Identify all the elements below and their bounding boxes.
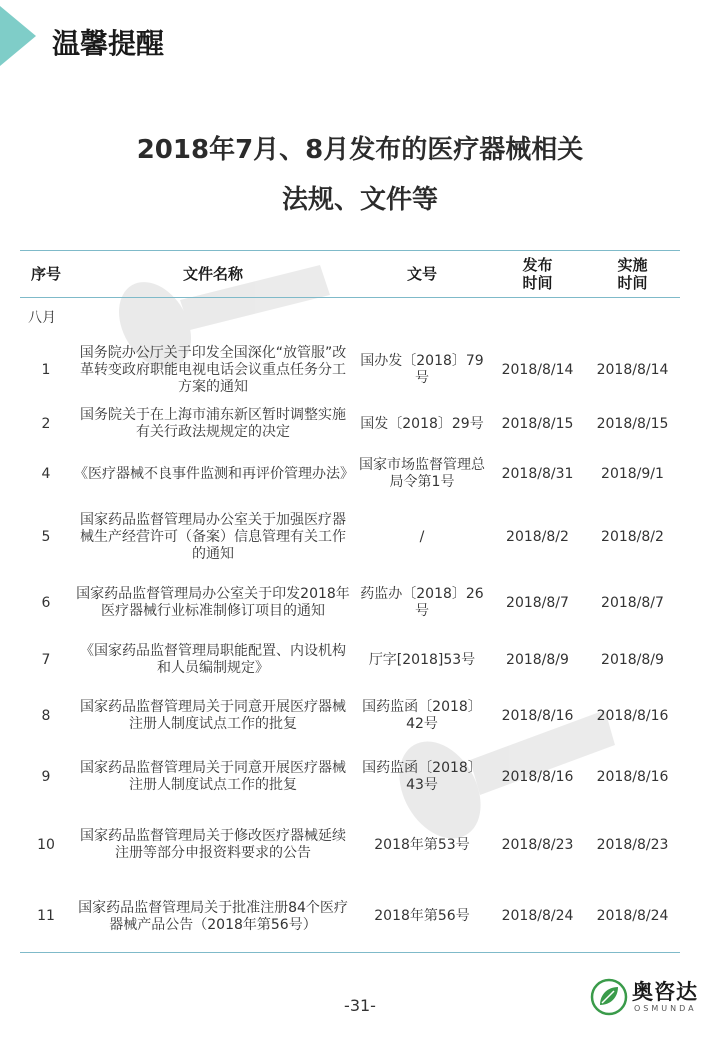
- regulations-table: [20, 250, 680, 953]
- row-number: 11: [37, 908, 55, 925]
- col-header-number: 序号: [30, 265, 61, 283]
- row-published-date: 2018/8/9: [506, 651, 569, 668]
- table-row: [20, 572, 680, 634]
- table-row: [20, 402, 680, 446]
- row-file-name: 国务院关于在上海市浦东新区暂时调整实施有关行政法规规定的决定: [80, 407, 346, 440]
- row-file-name: 国家药品监督管理局关于同意开展医疗器械注册人制度试点工作的批复: [80, 699, 346, 732]
- table-row: [20, 686, 680, 746]
- col-header-file-name: 文件名称: [182, 265, 243, 283]
- row-number: 10: [37, 836, 55, 853]
- table-row: [20, 502, 680, 572]
- row-effective-date: 2018/8/7: [601, 594, 664, 611]
- page-header-title: 温馨提醒: [52, 27, 165, 60]
- logo-name-en: OSMUNDA: [634, 1004, 697, 1013]
- row-reference: 2018年第53号: [374, 836, 470, 853]
- row-file-name: 国家药品监督管理局办公室关于加强医疗器械生产经营许可（备案）信息管理有关工作的通知: [80, 511, 346, 562]
- row-effective-date: 2018/8/16: [596, 707, 669, 724]
- row-number: 9: [41, 768, 51, 785]
- table-row: [20, 882, 680, 952]
- section-row: [20, 298, 680, 339]
- row-published-date: 2018/8/15: [501, 415, 574, 432]
- col-header-published: 发布 时间: [522, 256, 553, 292]
- row-reference: 国家市场监督管理总局令第1号: [359, 457, 485, 490]
- row-effective-date: 2018/8/2: [601, 528, 664, 545]
- table-row: [20, 446, 680, 502]
- row-number: 4: [41, 465, 51, 482]
- row-effective-date: 2018/8/16: [596, 768, 669, 785]
- row-number: 8: [41, 707, 51, 724]
- row-number: 2: [41, 415, 51, 432]
- row-reference: 国办发〔2018〕79号: [360, 353, 484, 386]
- page-number: -31-: [344, 996, 376, 1015]
- section-label: 八月: [28, 309, 56, 326]
- leaf-logo-icon: [590, 978, 628, 1016]
- row-number: 1: [41, 361, 51, 378]
- company-logo: [588, 974, 708, 1020]
- row-published-date: 2018/8/16: [501, 707, 574, 724]
- row-effective-date: 2018/8/23: [596, 836, 669, 853]
- document-title-line2: 法规、文件等: [281, 185, 438, 215]
- row-reference: 国药监函〔2018〕43号: [362, 760, 482, 793]
- row-number: 5: [41, 528, 51, 545]
- document-title-line1: 2018年7月、8月发布的医疗器械相关: [136, 135, 584, 165]
- row-effective-date: 2018/9/1: [601, 465, 664, 482]
- row-file-name: 《医疗器械不良事件监测和再评价管理办法》: [74, 465, 354, 482]
- header-accent-shape: [0, 6, 36, 66]
- row-file-name: 国家药品监督管理局关于同意开展医疗器械注册人制度试点工作的批复: [80, 760, 346, 793]
- row-file-name: 国家药品监督管理局关于修改医疗器械延续注册等部分申报资料要求的公告: [80, 828, 346, 861]
- row-published-date: 2018/8/2: [506, 528, 569, 545]
- table-row: [20, 808, 680, 882]
- logo-name-cn: 奥咨达: [632, 980, 698, 1004]
- table-header-row: [20, 251, 680, 298]
- row-file-name: 国务院办公厅关于印发全国深化“放管服”改革转变政府职能电视电话会议重点任务分工方案的通知: [79, 344, 347, 395]
- row-file-name: 国家药品监督管理局关于批准注册84个医疗器械产品公告（2018年第56号）: [78, 899, 348, 933]
- col-header-effective: 实施 时间: [617, 256, 648, 292]
- row-reference: 国药监函〔2018〕42号: [362, 699, 482, 732]
- row-effective-date: 2018/8/14: [596, 361, 669, 378]
- row-published-date: 2018/8/24: [501, 908, 574, 925]
- table-row: [20, 338, 680, 402]
- col-header-reference: 文号: [406, 265, 437, 283]
- row-published-date: 2018/8/31: [501, 465, 574, 482]
- table-row: [20, 634, 680, 686]
- row-file-name: 《国家药品监督管理局职能配置、内设机构和人员编制规定》: [80, 643, 346, 676]
- row-reference: 药监办〔2018〕26号: [360, 586, 484, 619]
- row-reference: /: [419, 528, 425, 545]
- row-effective-date: 2018/8/24: [596, 908, 669, 925]
- row-published-date: 2018/8/7: [506, 594, 569, 611]
- row-file-name: 国家药品监督管理局办公室关于印发2018年医疗器械行业标准制修订项目的通知: [76, 586, 350, 619]
- row-reference: 厅字[2018]53号: [368, 651, 476, 668]
- row-published-date: 2018/8/23: [501, 836, 574, 853]
- table-row: [20, 746, 680, 808]
- row-published-date: 2018/8/16: [501, 768, 574, 785]
- row-effective-date: 2018/8/9: [601, 651, 664, 668]
- row-reference: 2018年第56号: [374, 908, 470, 925]
- row-reference: 国发〔2018〕29号: [360, 415, 484, 432]
- row-effective-date: 2018/8/15: [596, 415, 669, 432]
- row-number: 7: [41, 651, 51, 668]
- row-published-date: 2018/8/14: [501, 361, 574, 378]
- row-number: 6: [41, 594, 51, 611]
